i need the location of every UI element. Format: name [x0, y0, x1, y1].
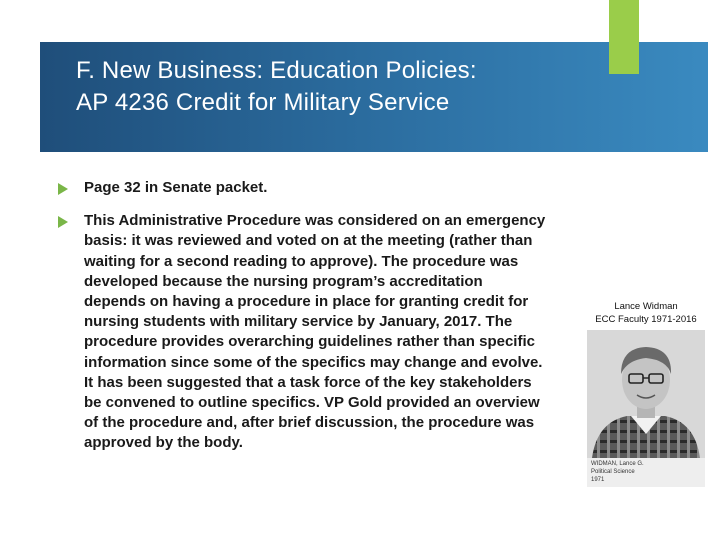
bullet-item: [58, 178, 548, 198]
caption-name: Lance Widman: [614, 301, 678, 312]
bullet-text: This Administrative Procedure was considered on an emergency basis: it was reviewed and voted on at the meeting (rather than waiting for a second reading to approve). The procedure was developed because the nursing program’s accreditation depends on having a procedure in place for granting credit for nursing students with military service by January, 2017. The procedure provides overarching guidelines rather than specific information since some of the specifics may change and evolve. It has been suggested that a task force of the key stakeholders be convened to outline specifics. VP Gold provided an overview of the procedure and, after brief discussion, the procedure was approved by the body.: [84, 212, 546, 452]
photo-label-name: WIDMAN, Lance G.: [591, 461, 644, 467]
bullet-list: [58, 178, 548, 467]
bullet-arrow-icon: [58, 183, 68, 195]
portrait-photo: [587, 330, 705, 487]
photo-label: [591, 460, 703, 484]
photo-label-role: Political Science: [591, 469, 635, 475]
title-line-1: F. New Business: Education Policies:: [76, 57, 477, 84]
bullet-item: [58, 211, 548, 453]
bullet-arrow-icon: [58, 216, 68, 228]
slide-title: [76, 55, 616, 119]
photo-caption: [572, 300, 720, 326]
bullet-text: Page 32 in Senate packet.: [84, 179, 268, 196]
photo-label-year: 1971: [591, 477, 605, 483]
caption-role: ECC Faculty 1971-2016: [595, 314, 697, 325]
title-line-2: AP 4236 Credit for Military Service: [76, 89, 450, 116]
